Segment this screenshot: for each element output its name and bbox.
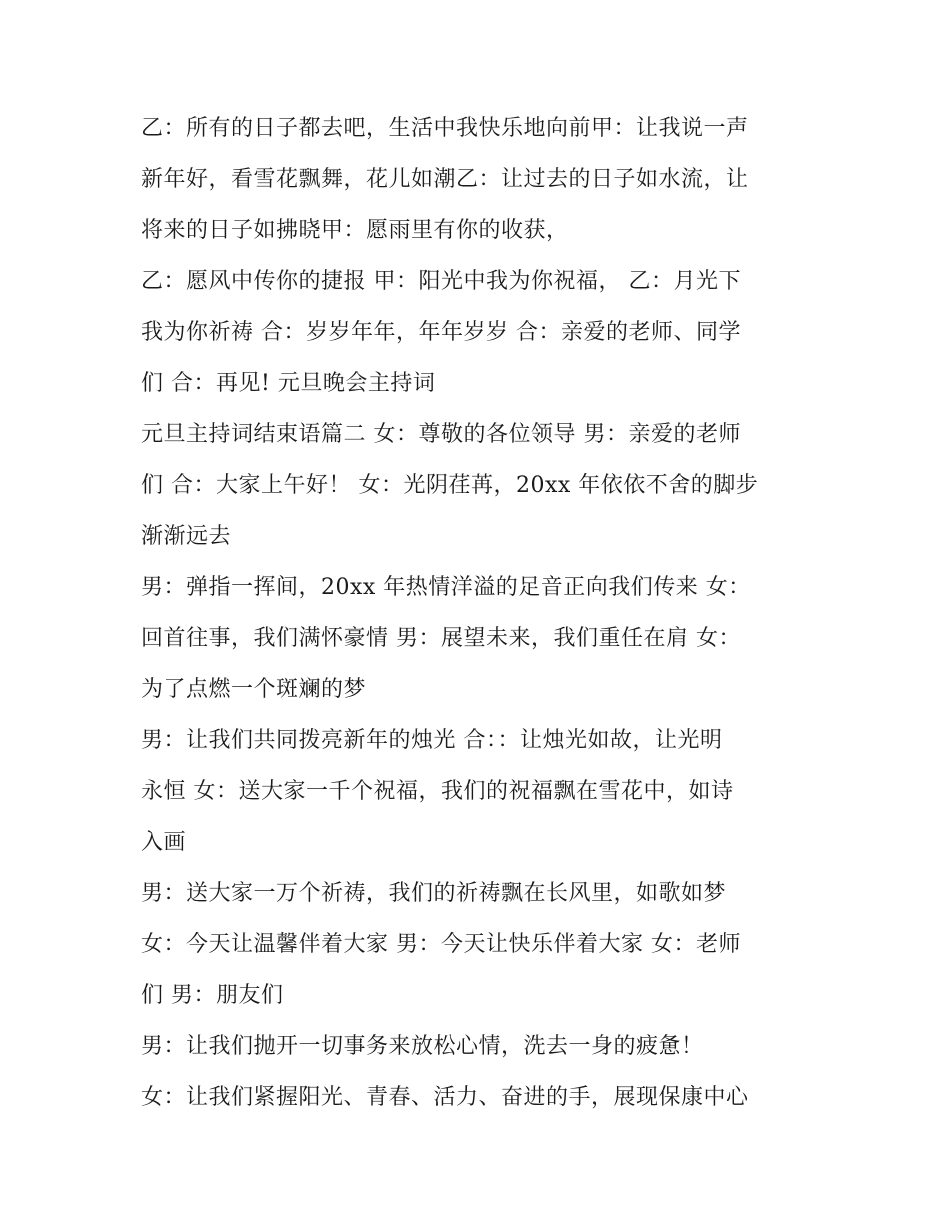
text-line: 渐渐远去 [141,524,232,549]
text-line: 们 合：再见! 元旦晚会主持词 [141,371,436,396]
text-line: 将来的日子如拂晓甲：愿雨里有你的收获， [141,218,569,243]
text-line: 乙：所有的日子都去吧，生活中我快乐地向前甲：让我说一声 [141,116,749,141]
text-line: 我为你祈祷 合：岁岁年年，年年岁岁 合：亲爱的老师、同学 [141,320,741,345]
text-line: 男：让我们抛开一切事务来放松心情，洗去一身的疲惫！ [141,1034,704,1059]
text-line: 们 合：大家上午好！ 女：光阴荏苒，20xx 年依依不舍的脚步 [141,473,759,498]
text-line: 女：让我们紧握阳光、青春、活力、奋进的手，展现保康中心 [141,1085,749,1110]
text-line: 永恒 女：送大家一千个祝福，我们的祝福飘在雪花中，如诗 [141,779,734,804]
text-line: 们 男：朋友们 [141,983,284,1008]
text-line: 女：今天让温馨伴着大家 男：今天让快乐伴着大家 女：老师 [141,932,741,957]
text-line: 新年好，看雪花飘舞，花儿如潮乙：让过去的日子如水流，让 [141,167,749,192]
text-line: 为了点燃一个斑斓的梦 [141,677,367,702]
document-body [141,103,821,1123]
text-line: 回首往事，我们满怀豪情 男：展望未来，我们重任在肩 女： [141,626,741,651]
text-line: 男：送大家一万个祈祷，我们的祈祷飘在长风里，如歌如梦 [141,881,727,906]
text-line: 男：弹指一挥间，20xx 年热情洋溢的足音正向我们传来 女： [141,575,751,600]
text-line: 入画 [141,830,187,855]
text-line: 乙：愿风中传你的捷报 甲：阳光中我为你祝福， 乙：月光下 [141,269,741,294]
text-line: 男：让我们共同拨亮新年的烛光 合：：让烛光如故，让光明 [141,728,723,753]
text-line: 元旦主持词结束语篇二 女：尊敬的各位领导 男：亲爱的老师 [141,422,741,447]
